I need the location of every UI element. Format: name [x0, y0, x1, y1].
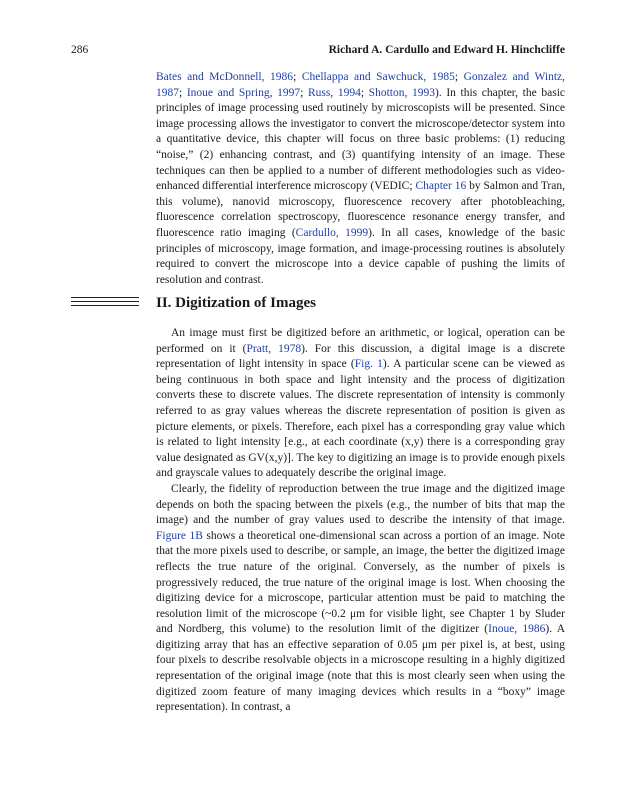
figure-link[interactable]: Fig. 1 — [354, 358, 383, 371]
running-head-authors: Richard A. Cardullo and Edward H. Hinchcliffe — [328, 44, 565, 56]
citation-link[interactable]: Inoue, 1986 — [488, 623, 546, 636]
paragraph-text: ). A digitizing array that has an effective separation of 0.05 μm per pixel is, at best, using four pixels to describe resolvable objects in a microscope resulting in a highly digitized representation of the original image (note that this is most clearly seen when using the digitized zoom feature of many imaging devices which results in a “boxy” image representation). In contrast, a — [156, 623, 565, 714]
citation-link[interactable]: Shotton, 1993 — [368, 86, 435, 99]
page-number: 286 — [71, 44, 89, 56]
paragraph-text: ). In all cases, knowledge of the basic principles of microscopy, image formation, and image-processing routines is absolutely required to convert the microscope into a device capable of pushing the limits of resolution and contrast. — [156, 226, 566, 286]
figure-link[interactable]: Figure 1B — [156, 529, 203, 542]
section-decorative-rule — [71, 297, 139, 298]
paragraph-text: ). A particular scene can be viewed as being continuous in both space and light intensity and the process of digitization converts these to discrete values. The discrete representation of intensity is commonly referred to as gray values whereas the discrete representation of position is given as picture elements, or pixels. Therefore, each pixel has a corresponding gray value which is related to light intensity [e.g., at each coordinate (x,y) there is a corresponding gray value designated as GV(x,y)]. The key to digitizing an image is to provide enough pixels and grayscale values to adequately describe the original image. — [156, 358, 566, 480]
paragraph-text: An image must first be digitized before an arithmetic, or logical, operation can be performed on it ( — [156, 327, 565, 355]
citation-link[interactable]: Cardullo, 1999 — [295, 226, 369, 239]
paragraph-text: Clearly, the fidelity of reproduction between the true image and the digitized image depends on both the spacing between the pixels (e.g., the number of bits that map the image) and the number of gray values used to describe the intensity of that image. — [156, 482, 565, 527]
paragraph-text: ). In this chapter, the basic principles of image processing used routinely by microscopists will be presented. Since image processing allows the investigator to convert the microscope/detector system into a quantitative device, this chapter will focus on three basic problems: (1) reducing “noise,” (2) enhancing contrast, and (3) quantifying intensity of an image. These techniques can then be applied to a number of different methodologies such as video-enhanced differential interference microscopy (VEDIC; — [156, 86, 565, 193]
intro-paragraph-block — [156, 70, 565, 288]
citation-link[interactable]: Gonzalez and Wintz, 1987 — [156, 71, 565, 99]
citation-link[interactable]: Bates and McDonnell, 1986 — [156, 71, 294, 83]
chapter-link[interactable]: Chapter 16 — [415, 180, 467, 193]
section-body — [156, 326, 565, 716]
intro-paragraph: Bates and McDonnell, 1986; Chellappa and Sawchuck, 1985; Gonzalez and Wintz, 1987; Inoue and Spring, 1997; Russ, 1994; Shotton, 1993). In this chapter, the basic principles of image processing used routinely by microscopists will be presented. Since image processing allows the investigator to convert the microscope/detector system into a quantitative device, this chapter will focus on three basic problems: (1) reducing “noise,” (2) enhancing contrast, and (3) quantifying intensity of an image. These techniques can then be applied to a number of different methodologies such as video-enhanced differential interference microscopy (VEDIC; Chapter 16 by Salmon and Tran, this volume), nanovid microscopy, fluorescence recovery after photobleaching, fluorescence correlation spectroscopy, fluorescence resonance energy transfer, and fluorescence ratio imaging (Cardullo, 1999). In all cases, knowledge of the basic principles of microscopy, image formation, and image-processing routines is absolutely required to convert the microscope into a device capable of pushing the limits of resolution and contrast. — [156, 71, 566, 286]
digitization-paragraph-1 — [156, 326, 565, 482]
paragraph-text: ). For this discussion, a digital image is a discrete representation of light intensity in space ( — [156, 342, 565, 371]
citation-link[interactable]: Chellappa and Sawchuck, 1985 — [301, 71, 455, 83]
section-heading: II. Digitization of Images — [156, 295, 316, 311]
paragraph-text: shows a theoretical one-dimensional scan across a portion of an image. Note that the more pixels used to describe, or sample, an image, the better the digitized image reflects the true nature of the original. Conversely, as the number of pixels is progressively reduced, the true nature of the original image is lost. When choosing the digitizing device for a microscope, particular attention must be paid to matching the resolution limit of the microscope (~0.2 μm for visible light, see Chapter 1 by Sluder and Nordberg, this volume) to the resolution limit of the digitizer ( — [156, 529, 565, 636]
section-decorative-rule — [71, 301, 139, 302]
paragraph-text: by Salmon and Tran, this volume), nanovid microscopy, fluorescence recovery after photobleaching, fluorescence correlation spectroscopy, fluorescence resonance energy transfer, and fluorescence ratio imaging ( — [156, 180, 565, 239]
page-header — [71, 44, 565, 60]
citation-link[interactable]: Inoue and Spring, 1997 — [186, 86, 301, 99]
section-decorative-rule — [71, 305, 139, 306]
citation-link[interactable]: Pratt, 1978 — [246, 342, 302, 355]
citation-link[interactable]: Russ, 1994 — [307, 86, 361, 99]
digitization-paragraph-2 — [156, 482, 565, 716]
